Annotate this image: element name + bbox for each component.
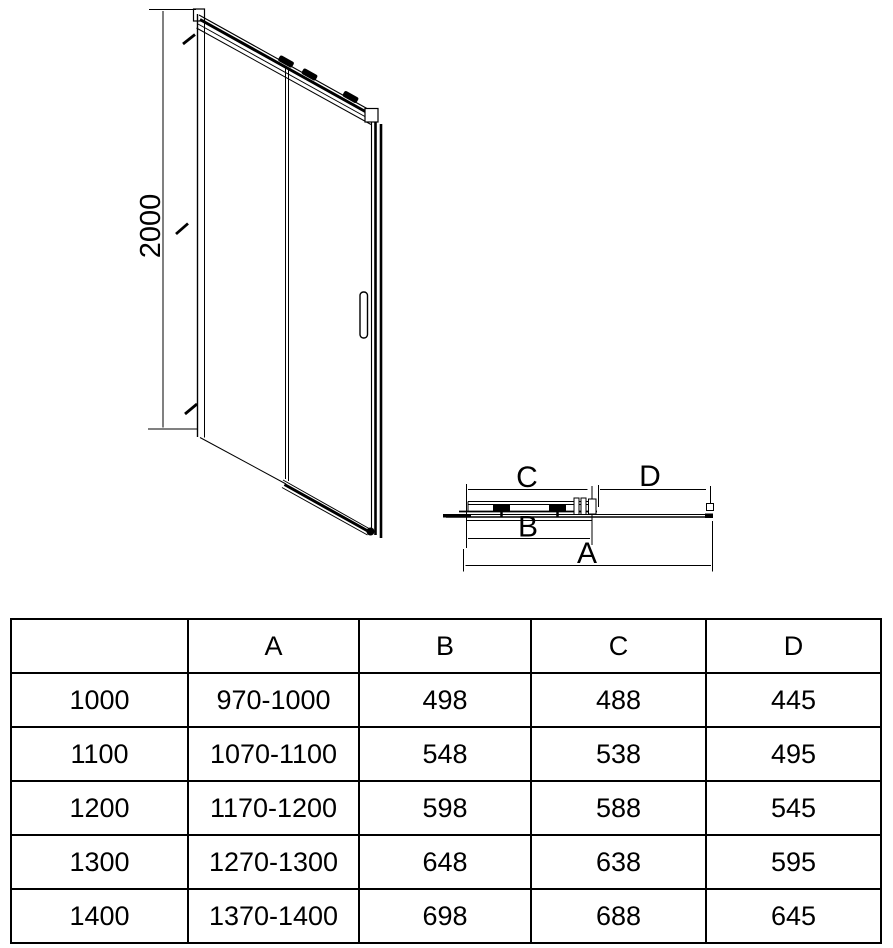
table-cell-d: 645: [706, 889, 881, 943]
dimension-a-label: A: [576, 537, 598, 570]
table-cell-d: 595: [706, 835, 881, 889]
table-cell-b: 698: [359, 889, 531, 943]
table-cell-c: 688: [531, 889, 706, 943]
dimension-d-label: D: [639, 460, 661, 493]
table-header-a: A: [188, 619, 359, 673]
front-view: [135, 9, 381, 538]
table-cell-b: 498: [359, 673, 531, 727]
top-rail: [197, 15, 377, 125]
table-header-c: C: [531, 619, 706, 673]
table-cell-b: 548: [359, 727, 531, 781]
table-row: [11, 835, 881, 889]
bottom-rail: [200, 438, 375, 536]
wall-cap-icon: [707, 504, 714, 511]
seal-clamp-icon: [581, 498, 586, 515]
top-view: [443, 460, 714, 572]
table-cell-size: 1100: [11, 727, 188, 781]
table-cell-size: 1400: [11, 889, 188, 943]
dimension-c-label: C: [516, 461, 538, 494]
height-dimension: [135, 10, 197, 430]
table-cell-d: 495: [706, 727, 881, 781]
table-cell-a: 970-1000: [188, 673, 359, 727]
dimension-b-label: B: [517, 510, 539, 544]
glass-end-icon: [705, 514, 713, 519]
table-row: [11, 673, 881, 727]
dimension-c: [468, 461, 588, 494]
table-cell-b: 648: [359, 835, 531, 889]
height-dimension-label: 2000: [135, 193, 167, 259]
door-handle: [360, 292, 368, 338]
table-cell-c: 588: [531, 781, 706, 835]
wall-bracket-icon: [176, 35, 197, 415]
seal-clamp-icon: [574, 498, 579, 515]
table-cell-c: 538: [531, 727, 706, 781]
table-cell-size: 1000: [11, 673, 188, 727]
dimension-d: [600, 460, 706, 493]
table-header-d: D: [706, 619, 881, 673]
end-bracket-icon: [589, 499, 597, 514]
table-cell-a: 1270-1300: [188, 835, 359, 889]
table-cell-d: 545: [706, 781, 881, 835]
table-cell-a: 1370-1400: [188, 889, 359, 943]
table-row: [11, 781, 881, 835]
table-cell-b: 598: [359, 781, 531, 835]
table-header-size: [11, 619, 188, 673]
table-cell-size: 1200: [11, 781, 188, 835]
table-cell-c: 488: [531, 673, 706, 727]
dimension-a: [466, 537, 712, 570]
table-header-b: B: [359, 619, 531, 673]
roller-icon: [549, 504, 566, 512]
table-row: [11, 889, 881, 943]
left-wall-profile: [194, 9, 205, 438]
roller-icon: [493, 504, 510, 512]
table-cell-a: 1070-1100: [188, 727, 359, 781]
table-cell-c: 638: [531, 835, 706, 889]
table-cell-a: 1170-1200: [188, 781, 359, 835]
table-cell-d: 445: [706, 673, 881, 727]
sliding-panel-edge: [286, 67, 289, 481]
table-cell-size: 1300: [11, 835, 188, 889]
table-header-row: [11, 619, 881, 673]
table-row: [11, 727, 881, 781]
dimension-b: [468, 511, 590, 544]
dimension-table: [10, 618, 882, 944]
